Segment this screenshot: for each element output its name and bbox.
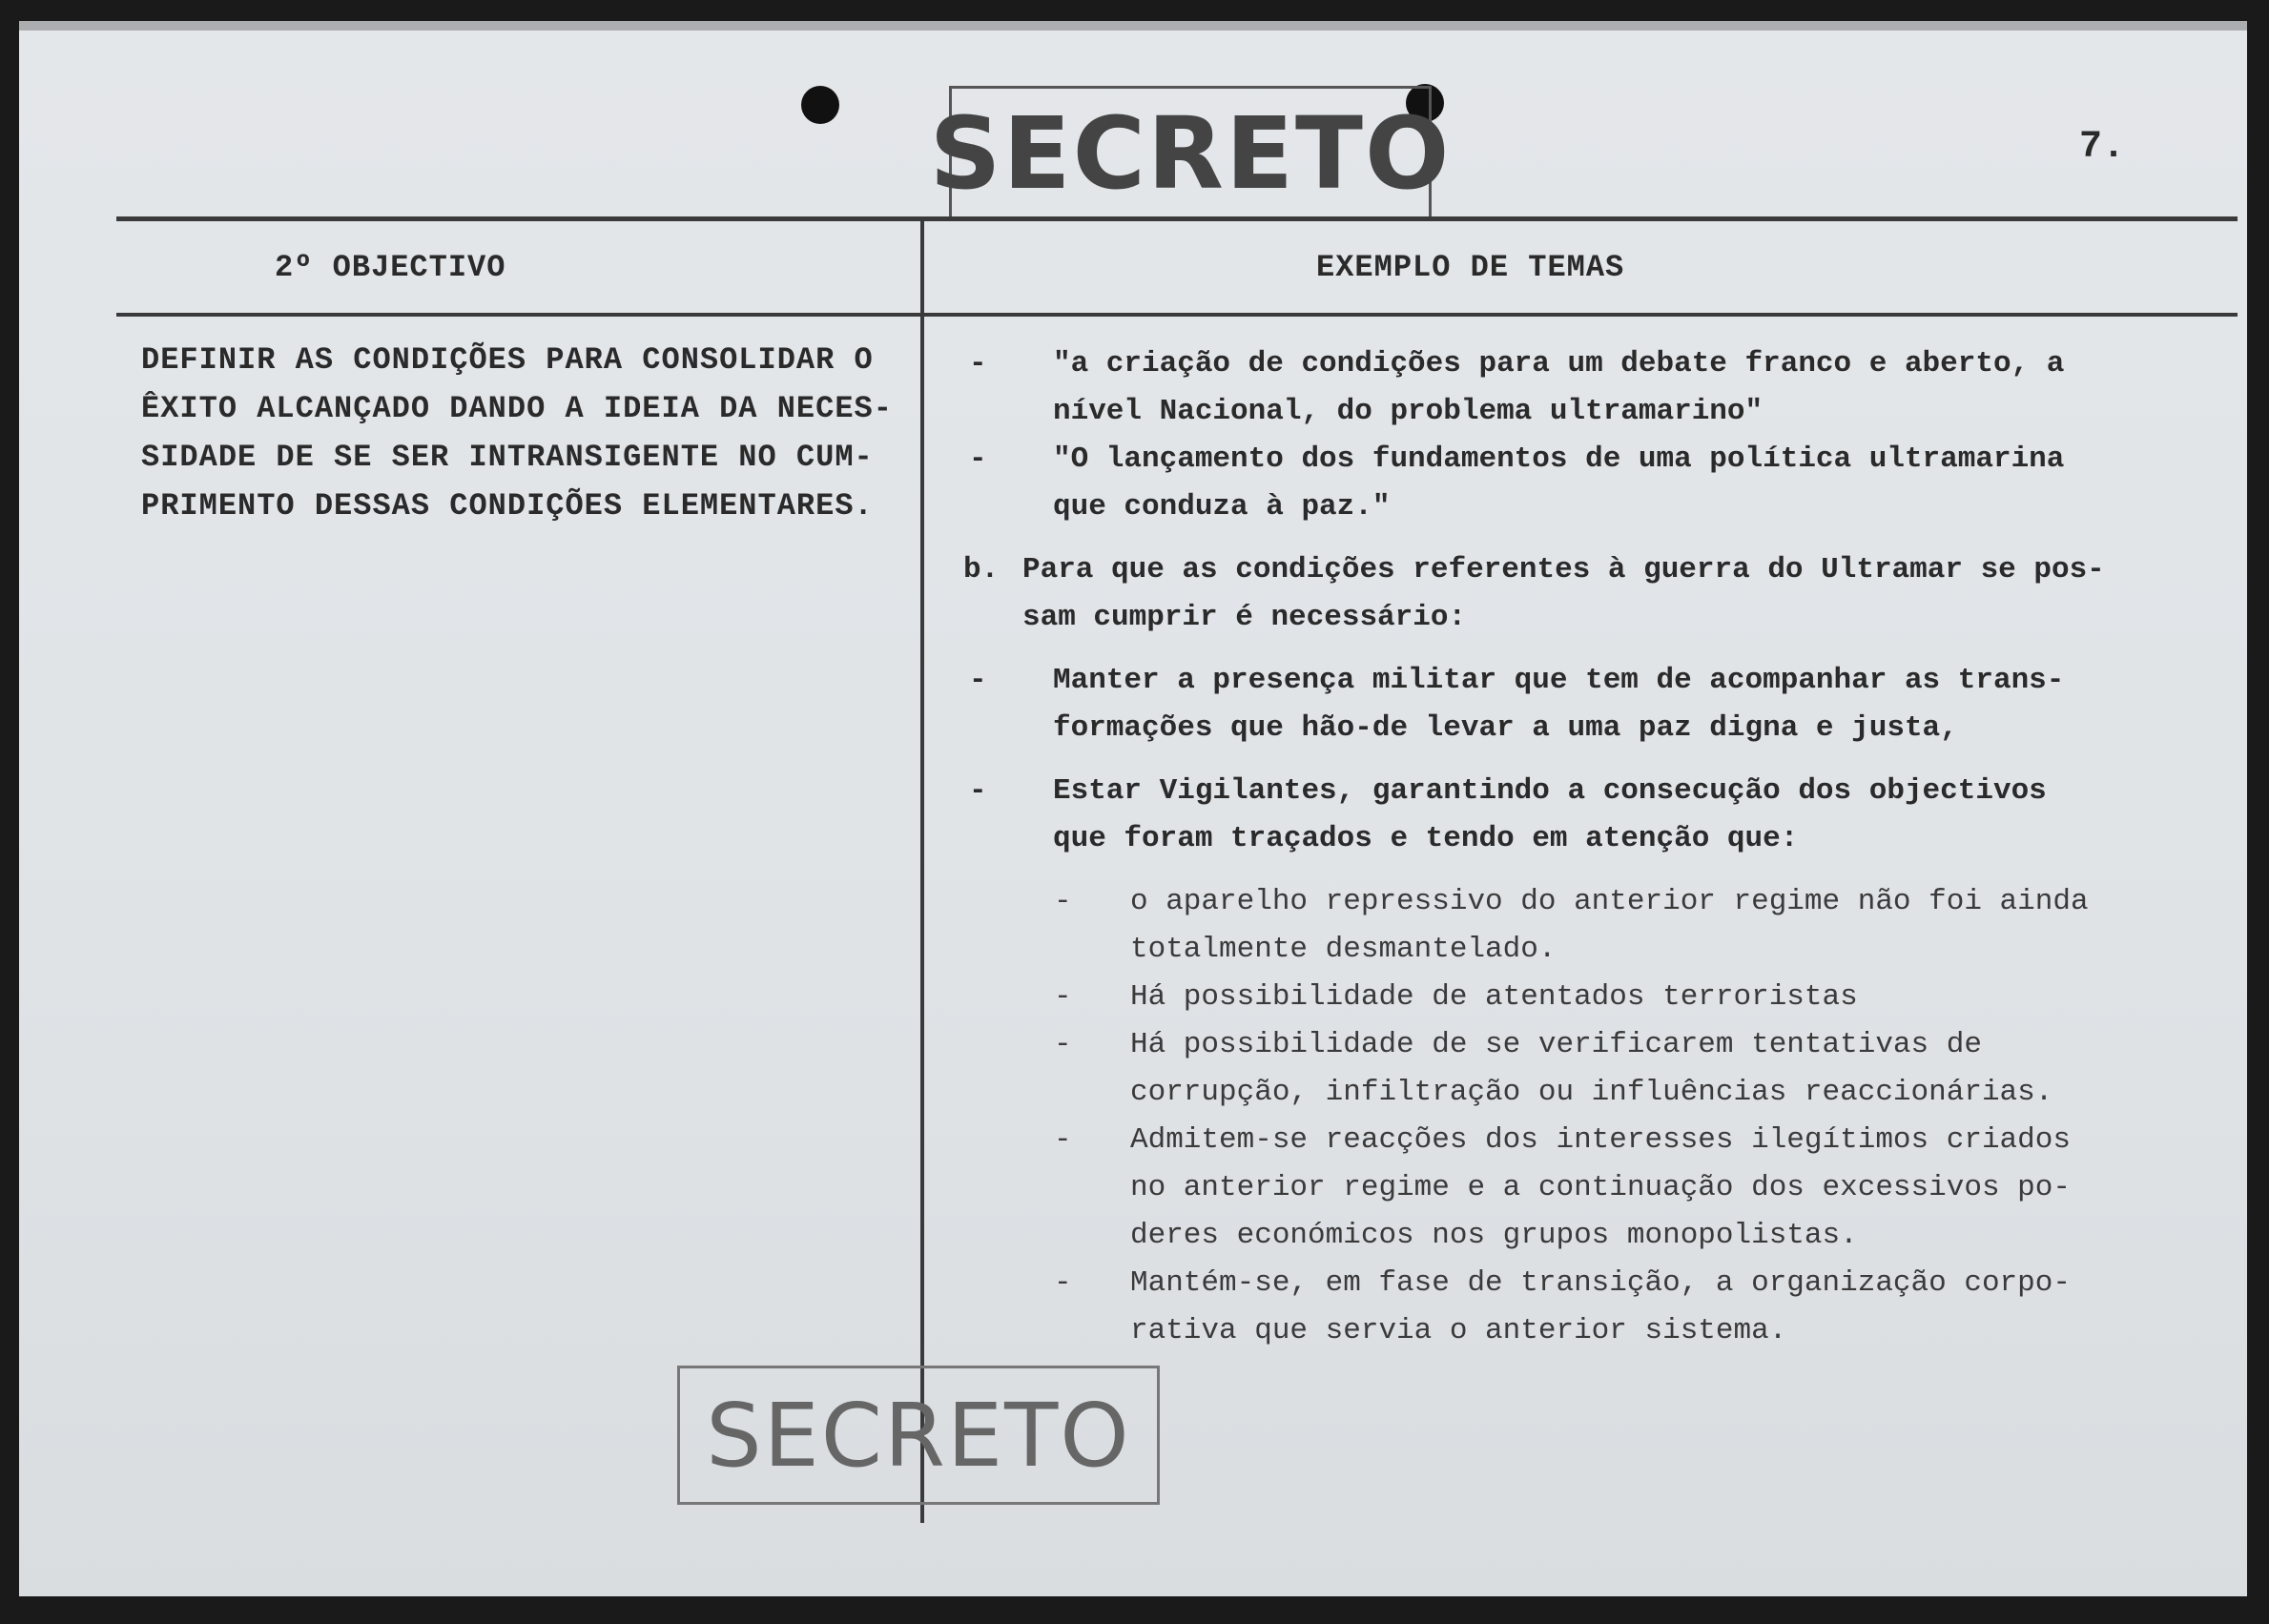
document-page [19, 21, 2247, 1596]
text-line: sam cumprir é necessário: [1022, 601, 1467, 634]
header-bottom-rule [116, 313, 2238, 317]
text-line: formações que hão-de levar a uma paz digna e justa, [1053, 711, 1958, 745]
stamp-text: SECRETO [706, 1384, 1131, 1487]
quote-item: - "a criação de condições para um debate franco e aberto, a nível Nacional, do problema ultramarino" [1011, 340, 2232, 436]
text-line: o aparelho repressivo do anterior regime não foi ainda [1130, 885, 2089, 918]
text-line: deres económicos nos grupos monopolistas. [1130, 1219, 1858, 1252]
left-column-header: 2º OBJECTIVO [275, 250, 506, 285]
text-line: Admitem-se reacções dos interesses ilegítimos criados [1130, 1123, 2071, 1157]
text-line: Manter a presença militar que tem de acompanhar as trans- [1053, 664, 2065, 697]
themes-column [963, 340, 2232, 1355]
page-number: 7. [2079, 126, 2126, 169]
sub-item: - Há possibilidade de atentados terroristas [1092, 974, 2232, 1021]
objective-line: PRIMENTO DESSAS CONDIÇÕES ELEMENTARES. [141, 488, 874, 524]
text-line: corrupção, infiltração ou influências reaccionárias. [1130, 1076, 2053, 1109]
sub-item: - o aparelho repressivo do anterior regime não foi ainda totalmente desmantelado. [1092, 878, 2232, 974]
text-line: Há possibilidade de se verificarem tentativas de [1130, 1028, 1982, 1061]
sub-item: - Há possibilidade de se verificarem tentativas de corrupção, infiltração ou influências reaccionárias. [1092, 1021, 2232, 1117]
stamp-text: SECRETO [929, 94, 1452, 212]
right-column-header: EXEMPLO DE TEMAS [1316, 250, 1625, 285]
sub-item: - Mantém-se, em fase de transição, a organização corpo- rativa que servia o anterior sistema. [1092, 1260, 2232, 1355]
objective-line: ÊXITO ALCANÇADO DANDO A IDEIA DA NECES- [141, 391, 893, 426]
text-line: Há possibilidade de atentados terroristas [1130, 980, 1858, 1014]
text-line: Estar Vigilantes, garantindo a consecução dos objectivos [1053, 774, 2047, 808]
text-line: Mantém-se, em fase de transição, a organização corpo- [1130, 1266, 2071, 1300]
quote-item: - "O lançamento dos fundamentos de uma política ultramarina que conduza à paz." [1011, 436, 2232, 531]
text-line: nível Nacional, do problema ultramarino" [1053, 395, 1764, 428]
text-line: totalmente desmantelado. [1130, 933, 1557, 966]
point-item: - Estar Vigilantes, garantindo a consecução dos objectivos que foram traçados e tendo em atenção que: [1011, 768, 2232, 863]
text-line: "a criação de condições para um debate franco e aberto, a [1053, 347, 2065, 380]
text-line: Para que as condições referentes à guerra do Ultramar se pos- [1022, 553, 2105, 586]
objective-text [141, 336, 923, 530]
objective-line: DEFINIR AS CONDIÇÕES PARA CONSOLIDAR O [141, 342, 874, 378]
text-line: no anterior regime e a continuação dos excessivos po- [1130, 1171, 2071, 1204]
table-top-rule [116, 216, 2238, 221]
sub-item: - Admitem-se reacções dos interesses ilegítimos criados no anterior regime e a continuação dos excessivos po- deres económicos nos grupos monopolistas. [1092, 1117, 2232, 1260]
section-b: b. Para que as condições referentes à guerra do Ultramar se pos- sam cumprir é necessário: [963, 546, 2232, 642]
text-line: "O lançamento dos fundamentos de uma política ultramarina [1053, 442, 2065, 476]
scan-edge [19, 21, 2247, 31]
punch-hole-left [801, 86, 839, 124]
secreto-stamp-top [929, 86, 1452, 220]
objective-line: SIDADE DE SE SER INTRANSIGENTE NO CUM- [141, 440, 874, 475]
text-line: rativa que servia o anterior sistema. [1130, 1314, 1787, 1347]
text-line: que foram traçados e tendo em atenção que: [1053, 822, 1799, 855]
text-line: que conduza à paz." [1053, 490, 1391, 524]
point-item: - Manter a presença militar que tem de acompanhar as trans- formações que hão-de levar a uma paz digna e justa, [1011, 657, 2232, 752]
secreto-stamp-bottom [677, 1366, 1160, 1505]
